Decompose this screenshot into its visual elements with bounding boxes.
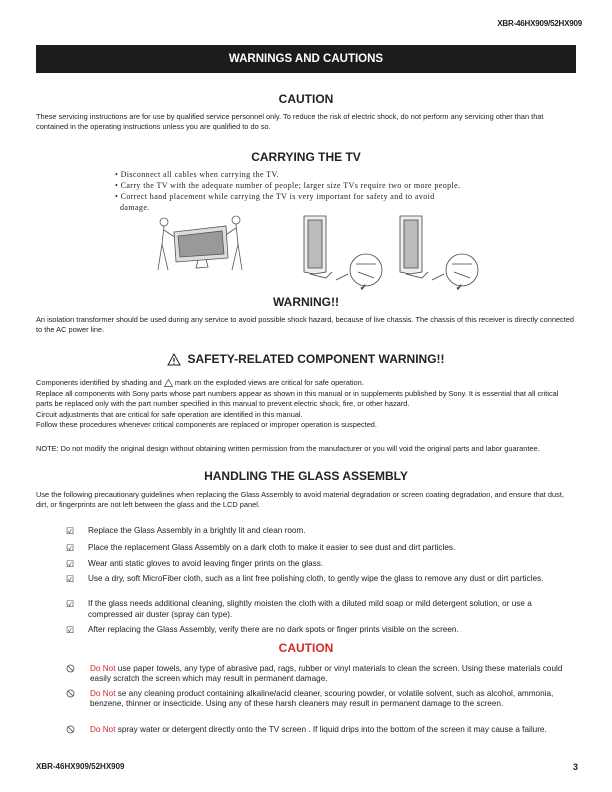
glass-item: [66, 543, 576, 554]
glass-item: [66, 559, 576, 570]
caution-item-text: [90, 725, 547, 737]
caution-item: [66, 689, 576, 709]
glass-item-text: After replacing the Glass Assembly, verify there are no dark spots or finger prints visible on the screen.: [88, 625, 459, 634]
svg-text:✓: ✓: [360, 283, 367, 292]
carrying-bullet: • Carry the TV with the adequate number of people; larger size TVs require two or more people.: [115, 181, 461, 190]
hand-placement-illustration: [296, 212, 480, 292]
checkbox-check-icon: ☑: [66, 599, 75, 609]
glass-item: [66, 574, 576, 585]
caution2-title: CAUTION: [278, 641, 334, 655]
glass-item-text: If the glass needs additional cleaning, slightly moisten the cloth with a diluted mild soap or mild detergent solution, or use a compressed air duster (spray can type).: [88, 599, 532, 619]
glass-item: [66, 526, 576, 537]
glass-item-text: Replace the Glass Assembly in a brightly lit and clean room.: [88, 526, 306, 535]
page-number: 3: [572, 762, 578, 772]
checkbox-check-icon: ☑: [66, 625, 75, 635]
safety-line2: Replace all components with Sony parts whose part numbers appear as shown in this manual or in supplements published by Sony. It is essential that all critical parts be replaced only with the part number specified in this manual to prevent electric shock, fire, or other hazard.: [36, 389, 559, 408]
safety-line1a: Components identified by shading and: [36, 378, 162, 387]
caution-item: [66, 664, 576, 684]
do-not-label: Do Not: [90, 664, 116, 673]
warning-triangle-icon: [164, 379, 173, 387]
checkbox-check-icon: ☑: [66, 574, 75, 584]
caution-item-text: [90, 664, 576, 684]
prohibited-icon: [66, 664, 90, 684]
safety-line3: Circuit adjustments that are critical for safe operation are identified in this manual.: [36, 410, 303, 419]
checkbox-check-icon: ☑: [66, 559, 75, 569]
warning-title: WARNING!!: [273, 295, 339, 309]
glass-item-text: Wear anti static gloves to avoid leaving finger prints on the glass.: [88, 559, 324, 568]
caution-item-text: [90, 689, 576, 709]
checkbox-check-icon: ☑: [66, 526, 75, 536]
header-model: XBR-46HX909/52HX909: [497, 19, 582, 28]
do-not-label: Do Not: [90, 725, 116, 734]
caution-item-body: se any cleaning product containing alkaline/acid cleaner, scouring powder, or volatile solvent, such as alcohol, ammonia, benzene, thinner or insecticide. Using any of these harsh cleaners may result in permanent damage to the screen.: [90, 689, 554, 708]
warning-triangle-icon: [167, 353, 181, 366]
carrying-bullet: • Disconnect all cables when carrying the TV.: [115, 170, 280, 179]
caution-item-body: use paper towels, any type of abrasive pad, rags, rubber or vinyl materials to clean the screen. Using these materials could easily scratch the screen which may result in permanent damage.: [90, 664, 563, 683]
warning-text: An isolation transformer should be used during any service to avoid possible shock hazard, because of live chassis. The chassis of this receiver is directly connected to the AC power line.: [36, 315, 575, 334]
prohibited-icon: [66, 689, 90, 709]
carrying-bullet: • Correct hand placement while carrying the TV is very important for safety and to avoid: [115, 192, 435, 201]
caution-item-body: spray water or detergent directly onto the TV screen . If liquid drips into the bottom of the screen it may cause a failure.: [115, 725, 547, 734]
section-banner: WARNINGS AND CAUTIONS: [36, 45, 576, 73]
carrying-bullet: damage.: [120, 203, 150, 212]
footer-model: XBR-46HX909/52HX909: [36, 762, 125, 771]
safety-line4: Follow these procedures whenever critical components are replaced or improper operation is suspected.: [36, 420, 377, 429]
caution-text: These servicing instructions are for use by qualified service personnel only. To reduce the risk of electric shock, do not perform any servicing other than that contained in the operating instructions unless you are qualified to do so.: [36, 112, 544, 131]
glass-item: [66, 599, 576, 620]
safety-line1: [36, 378, 576, 388]
checkbox-check-icon: ☑: [66, 543, 75, 553]
prohibited-icon: [66, 725, 90, 737]
do-not-label: Do Not: [90, 689, 116, 698]
glass-item: [66, 625, 576, 636]
safety-title-row: [0, 352, 612, 366]
glass-item-text: Use a dry, soft MicroFiber cloth, such as a lint free polishing cloth, to gently wipe the glass to remove any dust or dirt particles.: [88, 574, 544, 583]
carrying-people-illustration: [150, 212, 250, 276]
glass-title: HANDLING THE GLASS ASSEMBLY: [204, 469, 408, 483]
svg-text:✓: ✓: [456, 283, 463, 292]
glass-item-text: Place the replacement Glass Assembly on a dark cloth to make it easier to see dust and dirt particles.: [88, 543, 456, 552]
safety-note: NOTE: Do not modify the original design without obtaining written permission from the manufacturer or you will void the original parts and labor guarantee.: [36, 444, 540, 453]
caution-item: [66, 725, 576, 737]
carrying-title: CARRYING THE TV: [251, 150, 361, 164]
caution-title: CAUTION: [278, 92, 334, 106]
glass-intro: Use the following precautionary guidelines when replacing the Glass Assembly to avoid material degradation or screen coating degradation, and ensure that dust, dirt, or fingerprints are not left between the glass and the LCD panel.: [36, 490, 564, 509]
safety-title: SAFETY-RELATED COMPONENT WARNING!!: [187, 352, 445, 366]
safety-line1b: mark on the exploded views are critical for safe operation.: [174, 378, 364, 387]
